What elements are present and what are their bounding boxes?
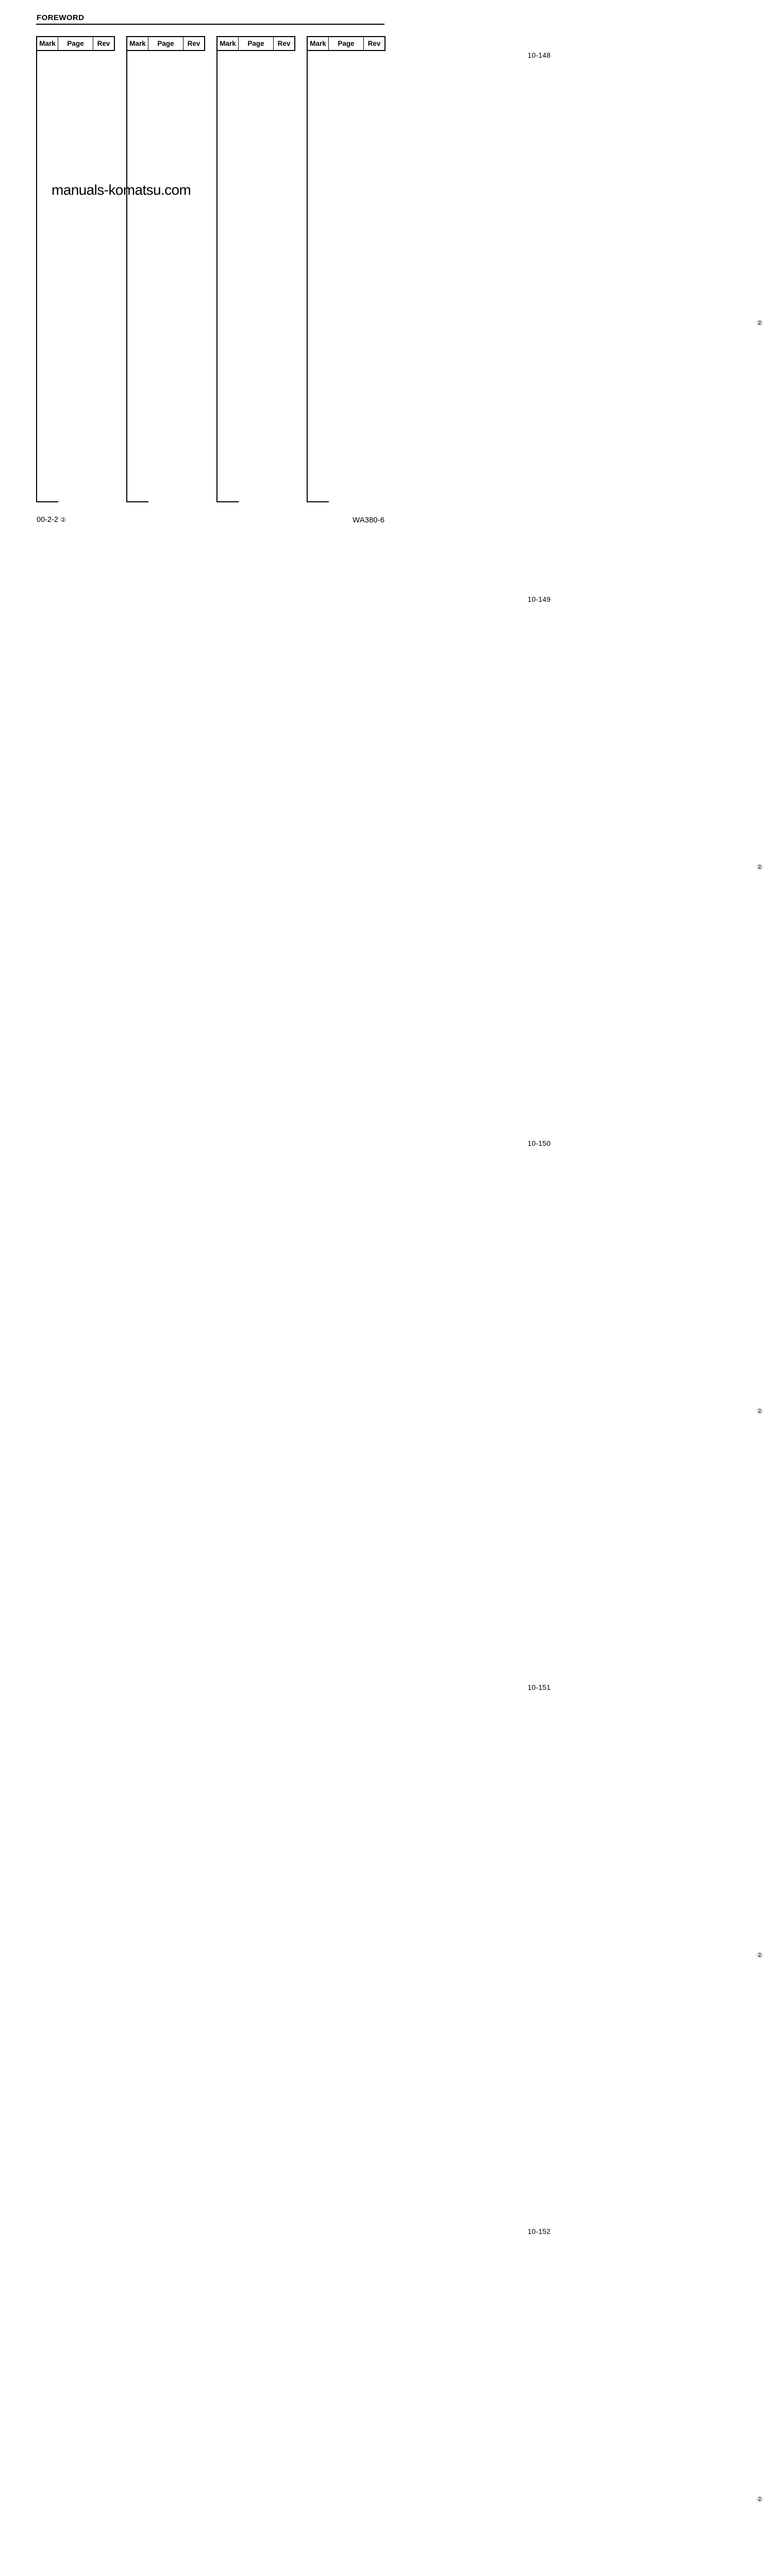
table-body — [37, 51, 114, 501]
footer-rev-symbol: ② — [60, 516, 66, 523]
table-row — [308, 2227, 770, 2576]
column-header-page: Page — [58, 37, 93, 50]
column-header-mark: Mark — [308, 37, 329, 50]
table-body — [127, 51, 204, 501]
footer-model-number: WA380-6 — [353, 516, 384, 524]
rev-cell: ② — [757, 1406, 763, 1415]
column-header-rev: Rev — [97, 40, 110, 47]
column-header-mark: Mark — [37, 37, 58, 50]
table-header-row — [308, 37, 384, 51]
table-header-row — [217, 37, 294, 51]
column-header-rev: Rev — [367, 40, 381, 47]
table-header-row — [37, 37, 114, 51]
page-cell: 10-148 — [329, 51, 749, 595]
title-underline-rule — [36, 24, 384, 25]
watermark-text: manuals-komatsu.com — [52, 182, 191, 198]
column-header-page: Page — [239, 37, 274, 50]
table-row — [308, 51, 770, 595]
revision-table-2 — [126, 36, 205, 502]
footer-page-number — [37, 516, 66, 524]
table-header-row — [127, 37, 204, 51]
column-header-page: Page — [329, 37, 364, 50]
column-header-rev: Rev — [187, 40, 200, 47]
table-row — [308, 1139, 770, 1683]
column-header-rev: Rev — [277, 40, 291, 47]
page-cell: 10-149 — [329, 595, 749, 1139]
rev-cell: ② — [757, 2495, 763, 2503]
page-title: FOREWORD — [37, 13, 85, 22]
page-cell: 10-152 — [329, 2227, 749, 2576]
table-row — [308, 1683, 770, 2227]
table-row — [308, 595, 770, 1139]
footer-page-number-text: 00-2-2 — [37, 516, 58, 524]
page-cell: 10-150 — [329, 1139, 749, 1683]
revision-table-3 — [216, 36, 295, 502]
column-header-page: Page — [148, 37, 183, 50]
revision-table-1 — [36, 36, 115, 502]
column-header-mark: Mark — [127, 37, 148, 50]
rev-cell: ② — [757, 318, 763, 327]
rev-cell: ② — [757, 1951, 763, 1959]
table-body — [217, 51, 294, 501]
page-cell: 10-151 — [329, 1683, 749, 2227]
rev-cell: ② — [757, 862, 763, 871]
column-header-mark: Mark — [217, 37, 239, 50]
